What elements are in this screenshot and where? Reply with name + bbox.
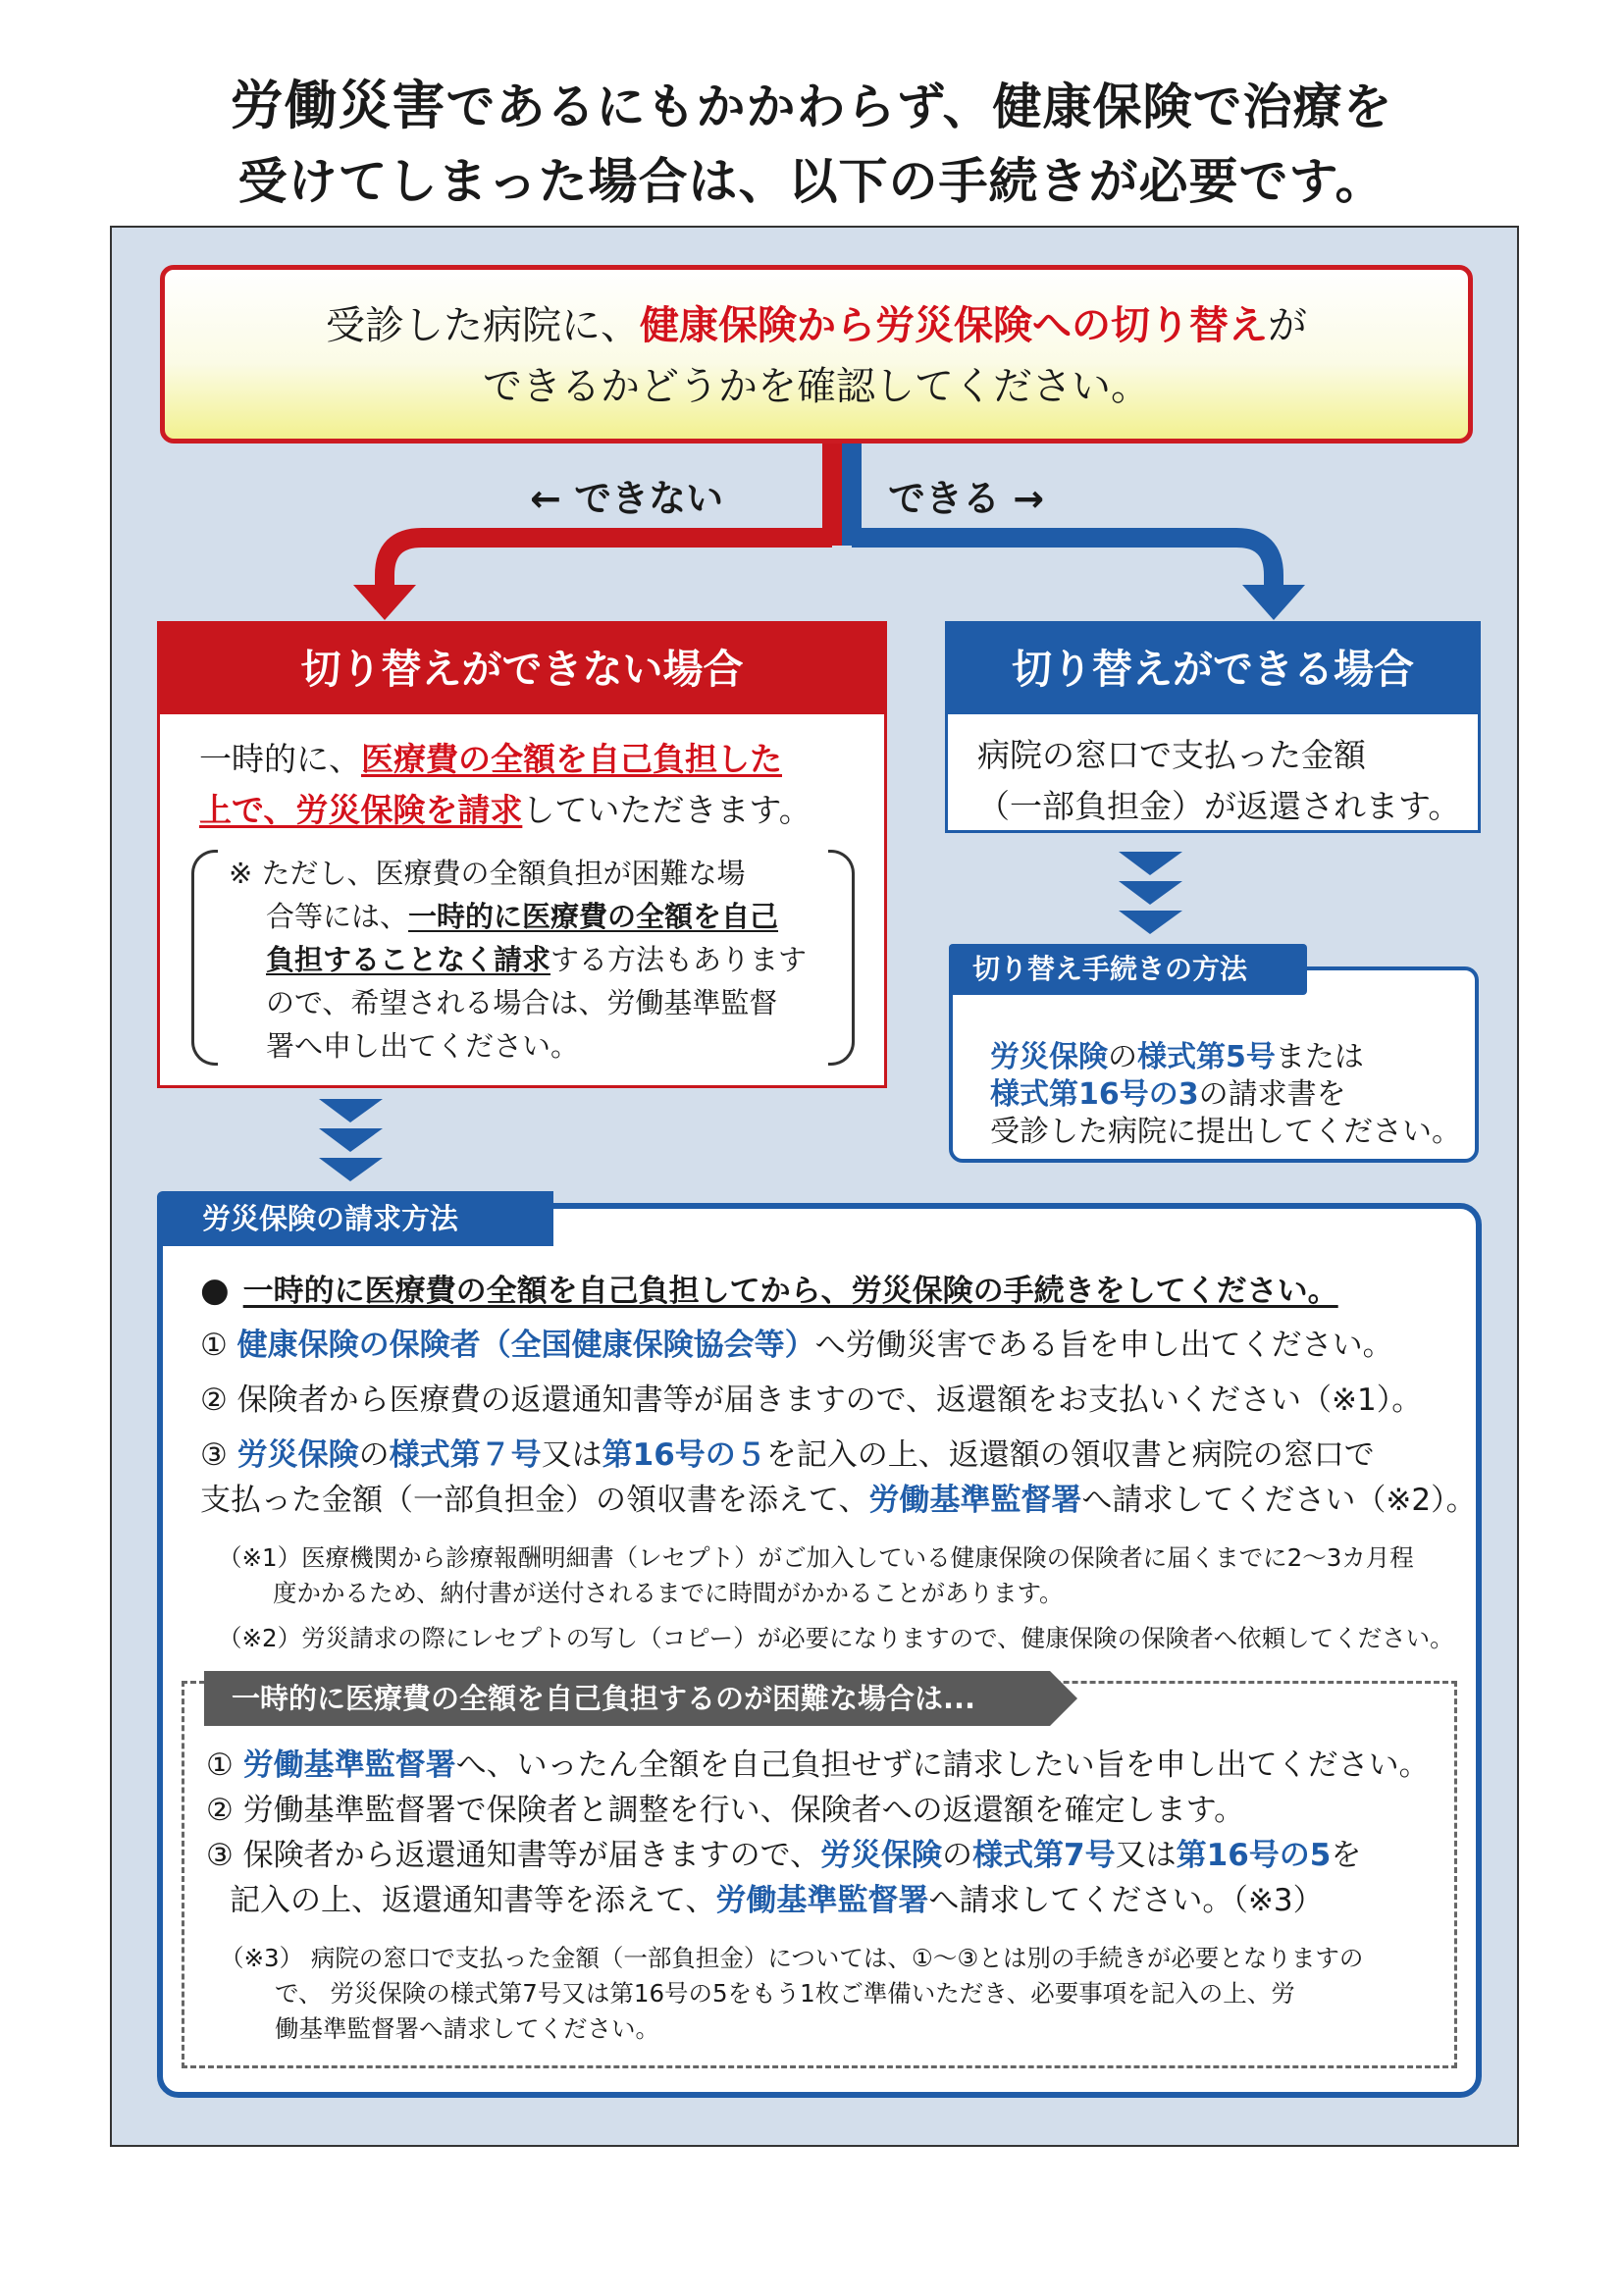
confirm-post: が — [1268, 303, 1307, 348]
step-1-text: へ労働災害である旨を申し出てください。 — [814, 1328, 1393, 1363]
confirm-pre: 受診した病院に、 — [326, 303, 640, 348]
difficult-step-3-cont — [230, 1878, 1324, 1923]
right-arrowhead-icon — [1242, 585, 1305, 620]
can-switch-body — [977, 730, 1468, 832]
can-body-line-2: （一部負担金）が返還されます。 — [977, 787, 1461, 825]
claim-lead-text: 一時的に医療費の全額を自己負担してから、労災保険の手続きをしてください。 — [242, 1274, 1338, 1309]
cannot-body-emphasis-2: 上で、労災保険を請求 — [199, 791, 523, 829]
d-step-1-text: へ、いったん全額を自己負担せずに請求したい旨を申し出てください。 — [455, 1748, 1430, 1783]
cannot-switch-note — [199, 850, 847, 1066]
claim-note-2: （※2）労災請求の際にレセプトの写し（コピー）が必要になりますので、健康保険の保険者へ依頼してください。 — [218, 1624, 1454, 1652]
cannot-switch-title: 切り替えができない場合 — [160, 624, 884, 714]
step-3-a: 労災保険 — [236, 1437, 359, 1473]
step-3-d: 又は — [541, 1437, 602, 1473]
cannot-switch-body — [199, 734, 866, 836]
note-line-2-emphasis: 一時的に医療費の全額を自己 — [408, 900, 779, 933]
step-3-h: 労働基準監督署 — [868, 1483, 1082, 1518]
method-l1-c: 様式第5号 — [1137, 1040, 1276, 1074]
claim-lead — [200, 1268, 1338, 1314]
cannot-body-emphasis-1: 医療費の全額を自己負担した — [361, 740, 782, 778]
d-step-1-num: ① — [206, 1748, 234, 1783]
headline-line-2: 受けてしまった場合は、以下の手続きが必要です。 — [237, 153, 1386, 210]
headline-line-1-text: であるにもかかわらず、健康保険で治療を — [445, 78, 1393, 135]
method-l1-a: 労災保険 — [990, 1040, 1108, 1074]
d-step-2-num: ② — [206, 1793, 234, 1828]
difficult-case-box — [182, 1681, 1457, 2068]
claim-note-1b: 度かかるため、納付書が送付されるまでに時間がかかることがあります。 — [273, 1579, 1064, 1607]
note-line-5: 署へ申し出てください。 — [266, 1029, 580, 1063]
switch-method-card — [949, 966, 1479, 1163]
switch-method-tag: 切り替え手続きの方法 — [949, 944, 1307, 995]
d-step-3-num: ③ — [206, 1838, 234, 1873]
difficult-note-c: 働基準監督署へ請求してください。 — [275, 2014, 659, 2043]
left-arrowhead-icon — [353, 585, 416, 620]
d-step-3-c: の — [942, 1838, 973, 1873]
can-switch-title: 切り替えができる場合 — [948, 624, 1478, 714]
step-1-emphasis: 健康保険の保険者（全国健康保険協会等） — [236, 1328, 815, 1363]
right-branch-line — [852, 538, 1274, 587]
method-l2-a: 様式第16号の3 — [990, 1077, 1199, 1112]
d-step-3-g: を — [1331, 1838, 1362, 1873]
note-line-3-emphasis: 負担することなく請求 — [266, 943, 551, 976]
claim-step-3 — [200, 1433, 1375, 1478]
difficult-case-tag-text: 一時的に医療費の全額を自己負担するのが困難な場合は... — [232, 1682, 976, 1715]
confirm-line-2: できるかどうかを確認してください。 — [483, 364, 1150, 409]
step-3-num: ③ — [200, 1437, 228, 1473]
claim-step-1 — [200, 1323, 1393, 1368]
d-step-3-j: へ請求してください。（※3） — [928, 1883, 1324, 1918]
headline-emphasis: 労働災害 — [230, 75, 446, 136]
note-line-3-post: する方法もあります — [550, 943, 808, 976]
method-l2-b: の請求書を — [1198, 1077, 1346, 1112]
difficult-step-3 — [206, 1833, 1361, 1878]
d-step-1-emphasis: 労働基準監督署 — [242, 1748, 456, 1783]
method-l1-b: の — [1108, 1040, 1137, 1074]
can-body-line-1: 病院の窓口で支払った金額 — [977, 736, 1366, 774]
down-chevrons-left-icon — [319, 1099, 383, 1181]
method-l1-d: または — [1275, 1040, 1364, 1074]
left-branch-line — [385, 538, 832, 587]
step-2-text: 保険者から医療費の返還通知書等が届きますので、返還額をお支払いください（※1）。 — [236, 1383, 1423, 1418]
claim-step-3-cont — [200, 1478, 1477, 1523]
down-chevrons-right-icon — [1119, 852, 1182, 934]
step-3-e: 第16号の５ — [602, 1437, 766, 1473]
step-3-g: 支払った金額（一部負担金）の領収書を添えて、 — [200, 1483, 869, 1518]
d-step-3-b: 労災保険 — [820, 1838, 943, 1873]
note-line-1: ※ ただし、医療費の全額負担が困難な場 — [229, 857, 746, 890]
step-3-b: の — [358, 1437, 390, 1473]
d-step-3-d: 様式第7号 — [972, 1838, 1116, 1873]
note-line-4: ので、希望される場合は、労働基準監督 — [266, 986, 778, 1019]
step-1-num: ① — [200, 1328, 228, 1363]
can-label: できる → — [888, 477, 1045, 520]
d-step-2-text: 労働基準監督署で保険者と調整を行い、保険者への返還額を確定します。 — [242, 1793, 1245, 1828]
note-line-2-pre: 合等には、 — [266, 900, 409, 933]
difficult-note-b: で、 労災保険の様式第7号又は第16号の5をもう1枚ご準備いただき、必要事項を記入の上、労 — [275, 1979, 1295, 2008]
step-2-num: ② — [200, 1383, 228, 1418]
difficult-step-1 — [206, 1743, 1430, 1788]
claim-step-2 — [200, 1378, 1422, 1423]
d-step-3-e: 又は — [1115, 1838, 1177, 1873]
step-3-c: 様式第７号 — [389, 1437, 542, 1473]
d-step-3-a: 保険者から返還通知書等が届きますので、 — [242, 1838, 821, 1873]
note-left-bracket — [191, 850, 218, 1066]
note-right-bracket — [828, 850, 855, 1066]
can-switch-card — [945, 621, 1481, 833]
confirm-highlight: 健康保険から労災保険への切り替え — [640, 303, 1268, 348]
bullet-icon: ● — [200, 1271, 230, 1310]
step-3-f: を記入の上、返還額の領収書と病院の窓口で — [765, 1437, 1375, 1473]
cannot-body-post: していただきます。 — [522, 791, 812, 829]
d-step-3-f: 第16号の5 — [1176, 1838, 1332, 1873]
cannot-body-pre: 一時的に、 — [199, 740, 361, 778]
cannot-label: ← できない — [530, 477, 724, 520]
switch-method-body — [990, 1039, 1461, 1151]
claim-note-1a: （※1）医療機関から診療報酬明細書（レセプト）がご加入している健康保険の保険者に届くまでに2～3カ月程 — [218, 1543, 1414, 1572]
difficult-note-a: （※3） 病院の窓口で支払った金額（一部負担金）については、①～③とは別の手続きが必要となりますの — [220, 1944, 1364, 1972]
d-step-3-h: 記入の上、返還通知書等を添えて、 — [230, 1883, 716, 1918]
step-3-i: へ請求してください（※2）。 — [1081, 1483, 1477, 1518]
method-l3: 受診した病院に提出してください。 — [990, 1115, 1461, 1149]
cannot-switch-card — [157, 621, 887, 1088]
difficult-step-2 — [206, 1788, 1244, 1833]
d-step-3-i: 労働基準監督署 — [715, 1883, 929, 1918]
claim-method-tag: 労災保険の請求方法 — [157, 1191, 553, 1246]
